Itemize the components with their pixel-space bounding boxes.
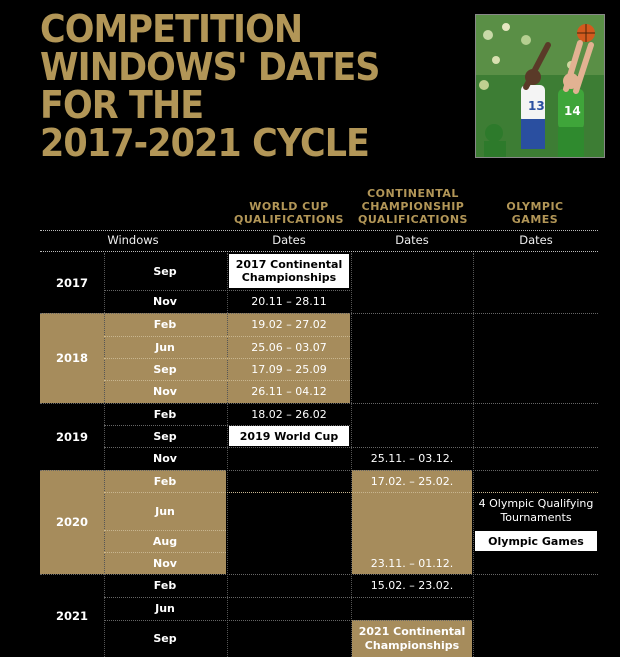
window-month: Feb	[153, 407, 177, 421]
wcq-date: 18.02 – 26.02	[251, 407, 327, 421]
subheader-divider	[40, 251, 598, 252]
window-month: Jun	[155, 504, 175, 518]
basketball-photo	[475, 14, 605, 158]
window-month: Nov	[153, 295, 177, 308]
title-line: FOR THE	[40, 83, 204, 127]
title-line: WINDOWS' DATES	[40, 45, 380, 89]
subheader-dates-continental: Dates	[395, 233, 429, 247]
window-month: Jun	[155, 602, 175, 615]
window-month: Sep	[153, 632, 177, 645]
ccq-continental-championships: 2021 Continental Championships	[358, 624, 466, 652]
ccq-date: 15.02. – 23.02.	[370, 579, 454, 592]
wcq-date: 25.06 – 03.07	[251, 340, 327, 354]
window-month: Sep	[153, 429, 177, 443]
column-header-line: CHAMPIONSHIP	[361, 200, 465, 213]
subheader-windows: Windows	[107, 233, 159, 247]
year-label-2018: 2018	[55, 351, 88, 365]
title-line: 2017-2021 CYCLE	[40, 121, 370, 165]
wcq-date: 19.02 – 27.02	[251, 318, 327, 331]
wcq-date: 26.11 – 04.12	[251, 385, 327, 398]
page-title	[40, 7, 426, 165]
window-month: Feb	[153, 474, 177, 488]
header-divider	[40, 230, 598, 231]
window-month: Aug	[152, 534, 178, 548]
ccq-date: 25.11. – 03.12.	[370, 452, 454, 465]
column-header-line: QUALIFICATIONS	[358, 213, 468, 226]
og-olympic-games-box: Olympic Games	[475, 531, 597, 551]
window-month: Sep	[153, 265, 177, 278]
svg-text:14: 14	[564, 104, 581, 118]
column-header-line: QUALIFICATIONS	[234, 213, 344, 226]
window-month: Nov	[153, 452, 177, 465]
column-header-olympic-games	[474, 200, 596, 226]
window-month: Feb	[153, 318, 177, 331]
basketball-photo-illustration	[476, 15, 604, 157]
year-label-2020: 2020	[55, 515, 88, 529]
column-header-line: GAMES	[511, 213, 559, 226]
subheader-dates-olympic: Dates	[519, 233, 553, 247]
column-header-continental-championship-qualifications	[352, 187, 474, 226]
year-label-2019: 2019	[55, 429, 88, 444]
wcq-continental-championships-box: 2017 Continental Championships	[229, 254, 349, 288]
column-header-world-cup-qualifications	[228, 200, 350, 226]
subheader-dates-world-cup: Dates	[272, 233, 306, 247]
year-label-2021: 2021	[55, 608, 88, 623]
og-qualifying-tournaments: 4 Olympic Qualifying Tournaments	[478, 497, 594, 524]
window-month: Nov	[153, 556, 177, 570]
column-header-line: WORLD CUP	[249, 200, 329, 213]
column-header-line: OLYMPIC	[506, 200, 564, 213]
wcq-date: 20.11 – 28.11	[251, 295, 327, 308]
ccq-date: 17.02. – 25.02.	[370, 474, 454, 488]
window-month: Nov	[153, 385, 177, 398]
year-label-2017: 2017	[55, 276, 88, 290]
wcq-date: 17.09 – 25.09	[251, 362, 327, 376]
title-line: COMPETITION	[40, 7, 303, 51]
svg-text:13: 13	[528, 99, 545, 113]
ccq-date: 23.11. – 01.12.	[370, 556, 454, 570]
window-month: Jun	[155, 340, 175, 354]
column-header-line: CONTINENTAL	[367, 187, 459, 200]
window-month: Feb	[153, 579, 177, 592]
window-month: Sep	[153, 362, 177, 376]
wcq-world-cup-box: 2019 World Cup	[229, 426, 349, 446]
